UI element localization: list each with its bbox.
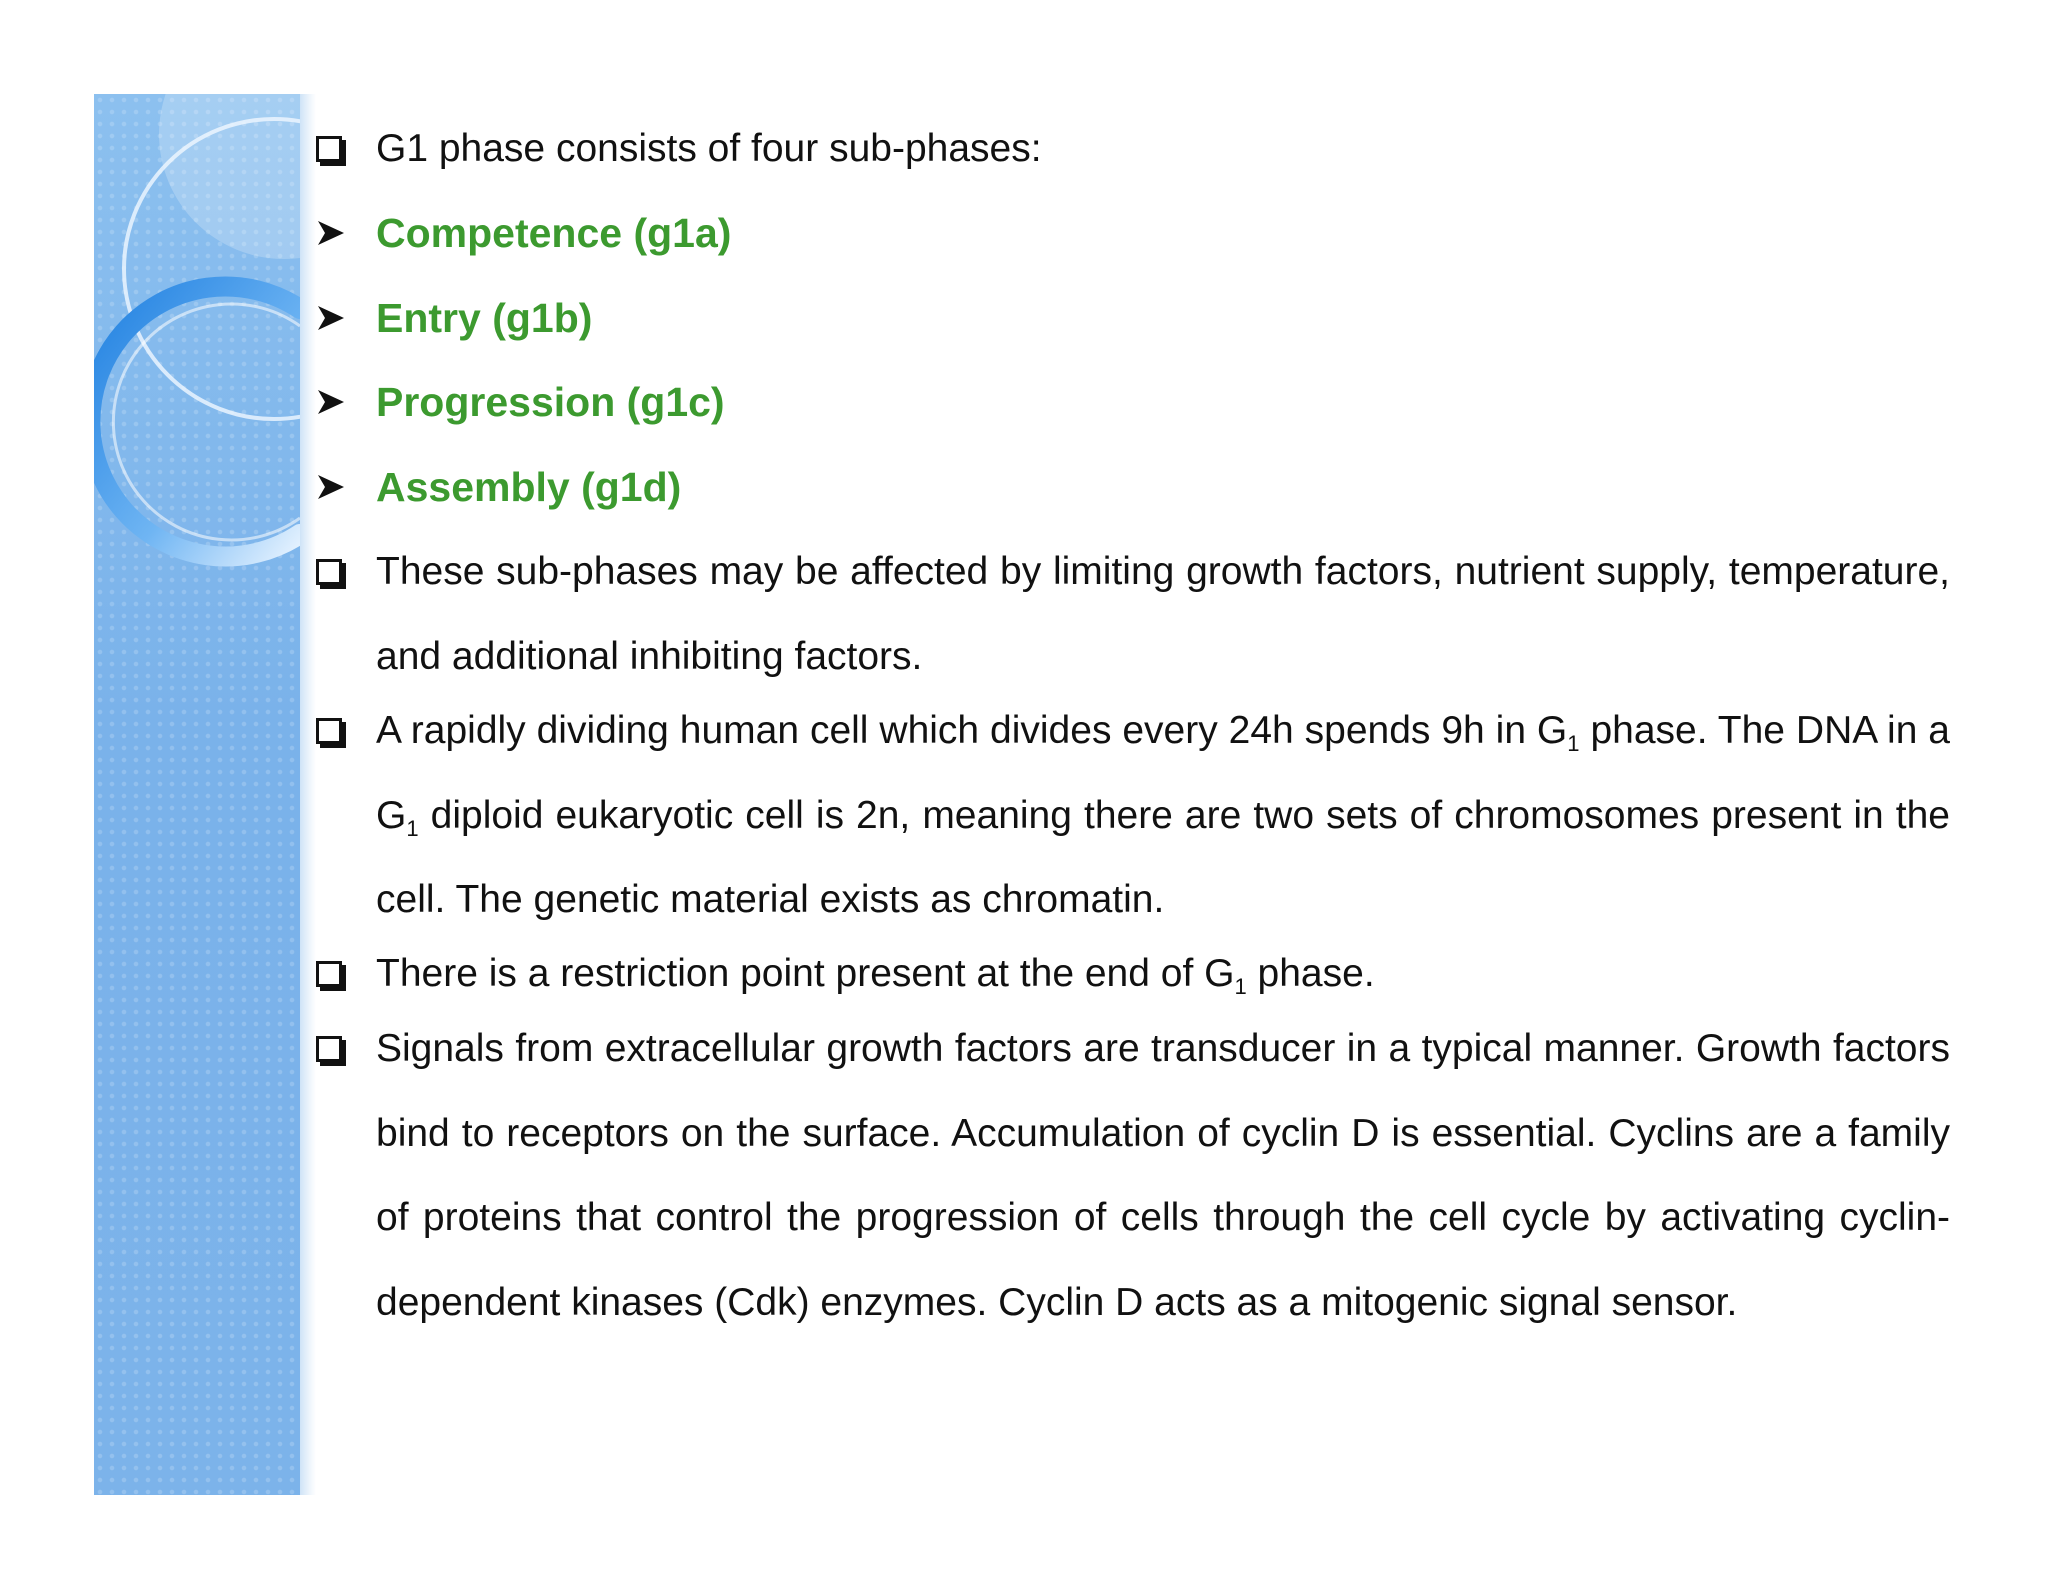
sidebar-edge [300, 94, 316, 1495]
arrow-head-icon [316, 387, 346, 417]
sub-bullet-text: Assembly (g1d) [376, 464, 682, 510]
subscript: 1 [1234, 974, 1247, 999]
arrow-head-icon [316, 218, 346, 248]
checkbox-square-icon [316, 1036, 342, 1062]
text-segment: diploid eukaryotic cell is 2n, meaning there are two sets of chromosomes present in the cell. The genetic material exists as chromatin. [376, 793, 1950, 921]
bullet-text [376, 689, 1950, 943]
subscript: 1 [406, 815, 419, 841]
bullet-text: G1 phase consists of four sub-phases: [376, 127, 1042, 170]
bullet-text: Signals from extracellular growth factors are transducer in a typical manner. Growth factors bind to receptors on the surface. Accumulation of cyclin D is essential. Cyclins are a family of proteins that control the progression of cells through the cell cycle by activating cyclin-dependent kinases (Cdk) enzymes. Cyclin D acts as a mitogenic signal sensor. [376, 1027, 1950, 1324]
checkbox-square-icon [316, 718, 342, 744]
sub-bullet-text: Entry (g1b) [376, 295, 593, 341]
bullet-text [376, 952, 1950, 999]
text-segment: phase. [1246, 952, 1375, 995]
checkbox-square-icon [316, 961, 342, 987]
text-segment: A rapidly dividing human cell which divides every 24h spends 9h in G [376, 709, 1568, 752]
checkbox-square-icon [316, 559, 342, 585]
checkbox-square-icon [316, 136, 342, 162]
sub-bullet-text: Progression (g1c) [376, 379, 725, 425]
arrow-head-icon [316, 472, 346, 502]
sub-bullet-text: Competence (g1a) [376, 210, 732, 256]
arrow-head-icon [316, 303, 346, 333]
sidebar-swirl-graphic [94, 94, 300, 1495]
text-segment: There is a restriction point present at the end of G [376, 952, 1235, 995]
text-segment: phase. The DNA in a G [376, 709, 1950, 837]
bullet-text: These sub-phases may be affected by limiting growth factors, nutrient supply, temperature, and additional inhibiting factors. [376, 550, 1950, 678]
decorative-sidebar [94, 94, 300, 1495]
subscript: 1 [1567, 731, 1580, 756]
